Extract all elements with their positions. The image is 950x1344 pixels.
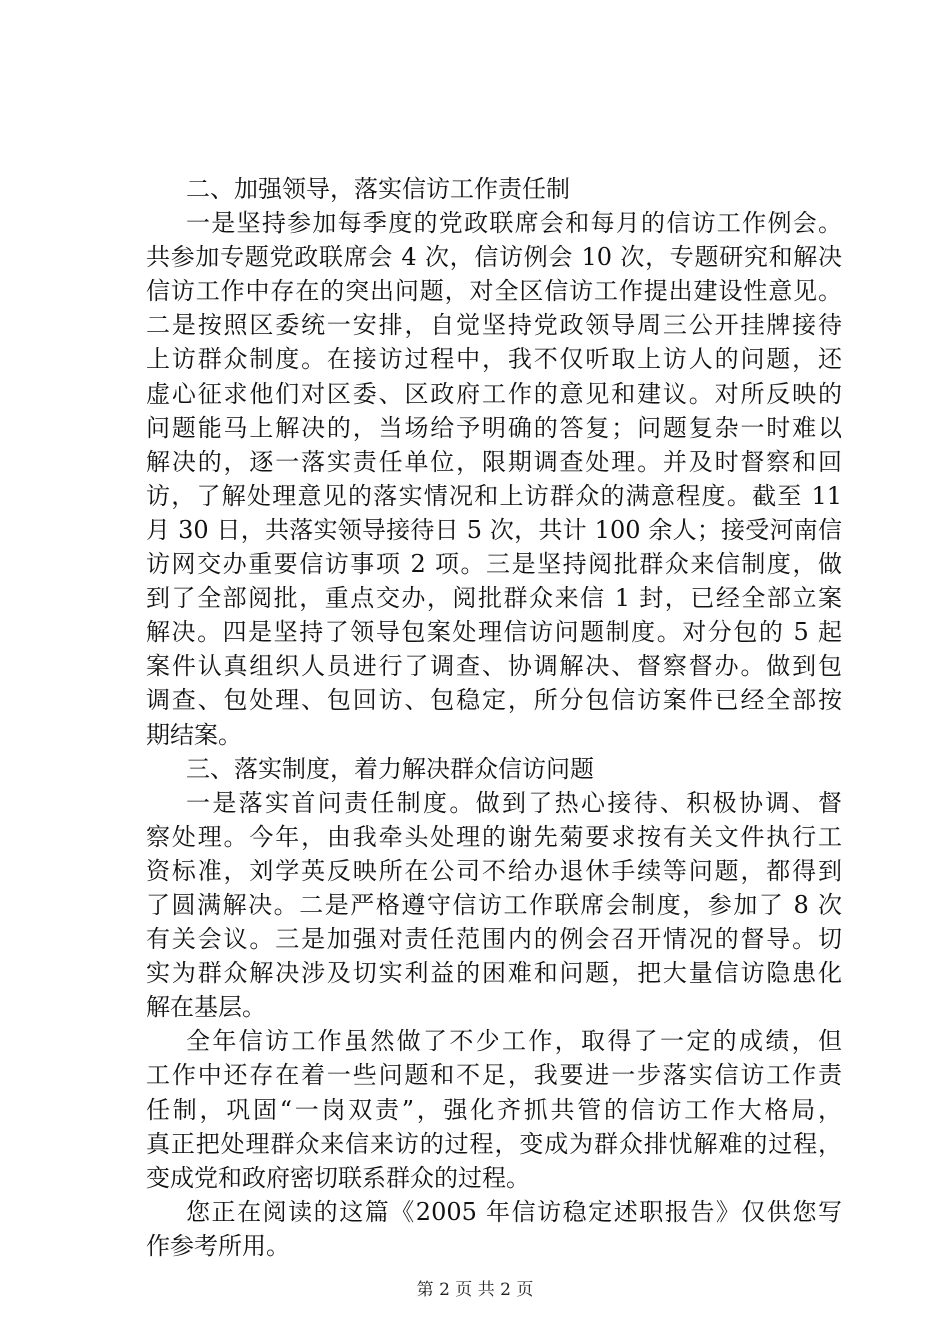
paragraph-line: 工作中还存在着一些问题和不足，我要进一步落实信访工作责 <box>146 1061 842 1090</box>
paragraph-line: 二是按照区委统一安排，自觉坚持党政领导周三公开挂牌接待 <box>146 311 842 340</box>
paragraph-line: 全年信访工作虽然做了不少工作，取得了一定的成绩，但 <box>186 1027 842 1056</box>
paragraph-line: 案件认真组织人员进行了调查、协调解决、督察督办。做到包 <box>146 652 842 681</box>
paragraph-line: 变成党和政府密切联系群众的过程。 <box>146 1163 530 1192</box>
paragraph-line: 共参加专题党政联席会 4 次，信访例会 10 次，专题研究和解决 <box>146 243 842 272</box>
paragraph-line: 上访群众制度。在接访过程中，我不仅听取上访人的问题，还 <box>146 345 842 374</box>
paragraph-line: 到了全部阅批，重点交办，阅批群众来信 1 封，已经全部立案 <box>146 584 842 613</box>
paragraph-line: 一是坚持参加每季度的党政联席会和每月的信访工作例会。 <box>186 209 842 238</box>
paragraph-line: 一是落实首问责任制度。做到了热心接待、积极协调、督 <box>186 788 842 817</box>
paragraph-line: 解决。四是坚持了领导包案处理信访问题制度。对分包的 5 起 <box>146 618 842 647</box>
paragraph-line: 解决的，逐一落实责任单位，限期调查处理。并及时督察和回 <box>146 447 842 476</box>
paragraph-line: 实为群众解决涉及切实利益的困难和问题，把大量信访隐患化 <box>146 959 842 988</box>
paragraph-line: 资标准，刘学英反映所在公司不给办退休手续等问题，都得到 <box>146 856 842 885</box>
paragraph-line: 察处理。今年，由我牵头处理的谢先菊要求按有关文件执行工 <box>146 822 842 851</box>
paragraph-line: 月 30 日，共落实领导接待日 5 次，共计 100 余人；接受河南信 <box>146 515 842 544</box>
paragraph-line: 虚心征求他们对区委、区政府工作的意见和建议。对所反映的 <box>146 379 842 408</box>
paragraph-line: 了圆满解决。二是严格遵守信访工作联席会制度，参加了 8 次 <box>146 890 842 919</box>
paragraph-line: 真正把处理群众来信来访的过程，变成为群众排忧解难的过程， <box>146 1129 842 1158</box>
document-body <box>146 172 842 1263</box>
paragraph-line: 访网交办重要信访事项 2 项。三是坚持阅批群众来信制度，做 <box>146 550 842 579</box>
section-heading: 三、落实制度，着力解决群众信访问题 <box>186 754 594 783</box>
paragraph-line: 访，了解处理意见的落实情况和上访群众的满意程度。截至 11 <box>146 481 842 510</box>
paragraph-line: 期结案。 <box>146 720 242 749</box>
paragraph-line: 您正在阅读的这篇《2005 年信访稳定述职报告》仅供您写 <box>186 1197 842 1226</box>
paragraph-line: 作参考所用。 <box>146 1231 290 1260</box>
paragraph-line: 调查、包处理、包回访、包稳定，所分包信访案件已经全部按 <box>146 686 842 715</box>
paragraph-line: 有关会议。三是加强对责任范围内的例会召开情况的督导。切 <box>146 925 842 954</box>
page-footer: 第 2 页 共 2 页 <box>416 1280 534 1300</box>
paragraph-line: 任制，巩固“一岗双责”，强化齐抓共管的信访工作大格局， <box>146 1095 842 1124</box>
section-heading: 二、加强领导，落实信访工作责任制 <box>186 175 570 203</box>
paragraph-line: 问题能马上解决的，当场给予明确的答复；问题复杂一时难以 <box>146 413 842 442</box>
paragraph-line: 解在基层。 <box>146 993 266 1022</box>
paragraph-line: 信访工作中存在的突出问题，对全区信访工作提出建设性意见。 <box>146 277 842 306</box>
